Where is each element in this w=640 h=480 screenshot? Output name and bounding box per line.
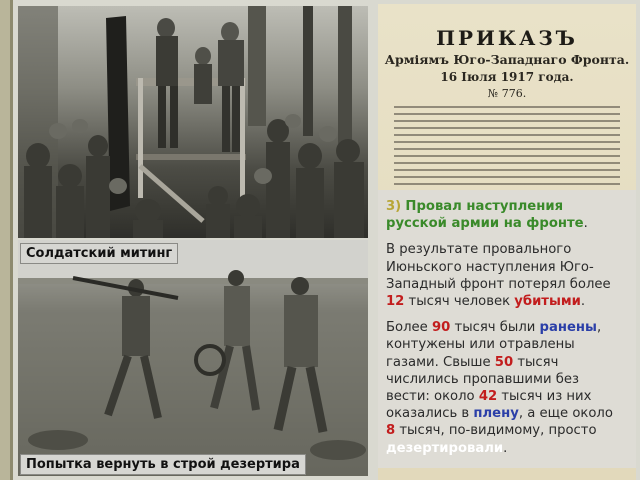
wounded-count: 90	[431, 320, 451, 336]
killed-count: 12	[386, 294, 405, 310]
p2-text-c: , контужены или отравлены газами. Свыше	[386, 320, 602, 370]
soldiers-meeting-photo	[18, 6, 368, 238]
document-date: 16 Іюля 1917 года.	[440, 70, 574, 84]
info-text-box	[378, 190, 636, 468]
p2-text-f: , а еще около	[518, 406, 613, 422]
heading-number: 3)	[386, 199, 402, 214]
caption-soldiers-meeting: Солдатский митинг	[20, 243, 178, 264]
deserter-count: 8	[386, 423, 396, 439]
deserter-illustration	[18, 240, 368, 476]
killed-word: убитыми	[514, 294, 581, 310]
heading-end: .	[583, 216, 588, 232]
soldiers-meeting-illustration	[18, 6, 368, 238]
p2-end: .	[503, 440, 508, 456]
paragraph-wounded-missing	[386, 319, 626, 457]
left-frame-stripe	[10, 0, 13, 480]
p2-text-a: Более	[386, 320, 432, 336]
wounded-word: ранены	[539, 320, 597, 336]
p1-text-a: В результате провального Июньского наступления Юго-Западный фронт потерял более	[386, 242, 611, 292]
paragraph-losses	[386, 241, 626, 310]
missing-count: 50	[494, 354, 514, 370]
caption-deserter: Попытка вернуть в строй дезертира	[20, 454, 306, 475]
p2-text-b: тысяч были	[450, 320, 540, 336]
heading-text: Провал наступления русской армии на фронте	[386, 199, 584, 232]
p1-end: .	[580, 294, 586, 310]
captive-count: 42	[478, 389, 498, 405]
captivity-word: плену	[473, 406, 519, 422]
p1-text-b: тысяч человек	[404, 294, 515, 310]
p2-text-e: тысяч из них оказались в	[386, 389, 592, 422]
document-subtitle: Арміямъ Юго-Западнаго Фронта.	[384, 52, 630, 67]
p2-text-d: тысяч числились пропавшими без вести: около	[386, 354, 579, 405]
p2-text-g: тысяч, по-видимому, просто	[395, 423, 597, 439]
left-frame-bar	[0, 0, 10, 480]
deserted-word: дезертировали	[386, 440, 504, 456]
document-title: ПРИКАЗЪ	[436, 26, 578, 50]
info-heading	[386, 198, 626, 232]
deserter-photo	[18, 240, 368, 476]
document-number: № 776.	[487, 87, 527, 100]
